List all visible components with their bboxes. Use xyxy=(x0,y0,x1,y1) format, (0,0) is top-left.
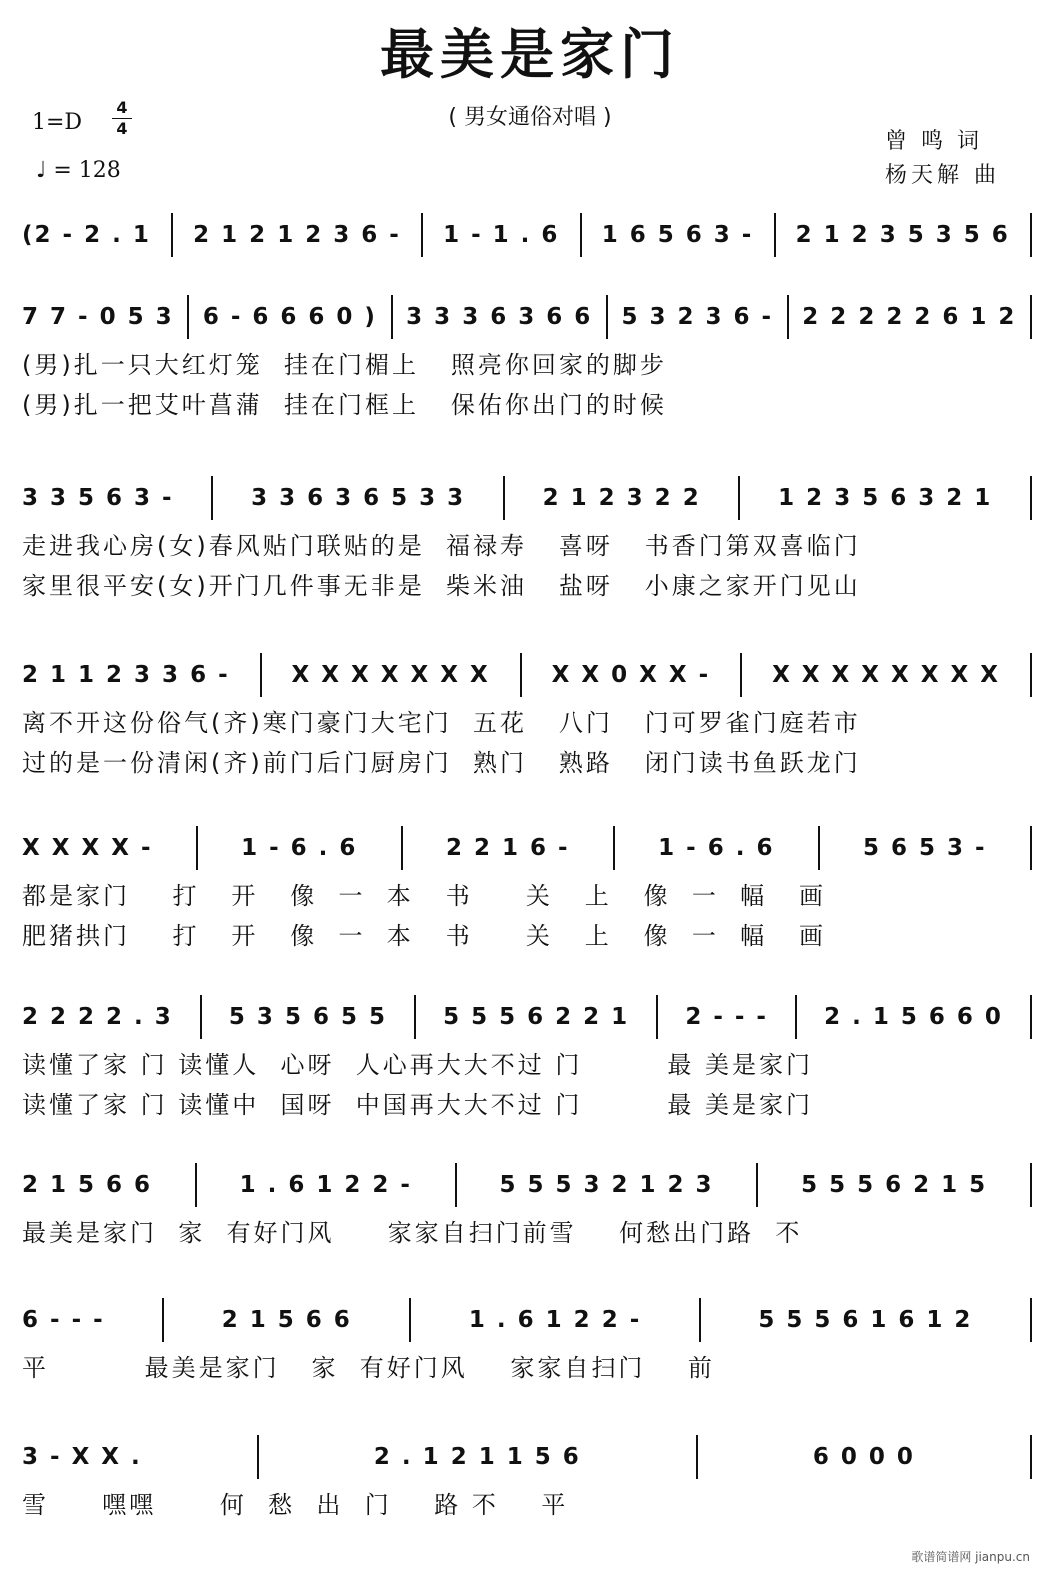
measure: (2 - 2 . 1 xyxy=(22,222,151,248)
composer-credit: 杨天解 曲 xyxy=(885,163,1000,188)
time-signature-top: 4 xyxy=(116,98,128,117)
measure: 2 2 1 6 - xyxy=(445,835,570,861)
measure: 5 5 5 3 2 1 2 3 xyxy=(499,1172,714,1198)
watermark: 歌谱简谱网 jianpu.cn xyxy=(911,1550,1030,1564)
barline xyxy=(1030,1435,1032,1479)
measure: 2 . 1 2 1 1 5 6 xyxy=(373,1444,581,1470)
measure: 3 3 3 6 3 6 6 xyxy=(406,304,593,330)
barline xyxy=(260,653,262,697)
song-title: 最美是家门 xyxy=(380,23,680,86)
lyricist-credit: 曾鸣词 xyxy=(885,129,994,154)
measure: 3 - X X . xyxy=(22,1444,142,1470)
measure: 1 - 6 . 6 xyxy=(658,835,775,861)
barline xyxy=(787,295,789,339)
measure: 1 . 6 1 2 2 - xyxy=(239,1172,412,1198)
measure: 2 1 2 3 2 2 xyxy=(542,485,701,511)
measure: 7 7 - 0 5 3 xyxy=(22,304,174,330)
barline xyxy=(455,1163,457,1207)
notation-line xyxy=(22,1300,1032,1340)
barline xyxy=(1030,213,1032,257)
barline xyxy=(257,1435,259,1479)
barline xyxy=(1030,826,1032,870)
barline xyxy=(656,995,658,1039)
measure: X X X X - xyxy=(22,835,153,861)
measure: X X X X X X X X xyxy=(772,662,1000,688)
measure: 1 - 1 . 6 xyxy=(443,222,560,248)
lyric-line: (男)扎一只大红灯笼 挂在门楣上 照亮你回家的脚步 xyxy=(22,351,667,379)
score-row xyxy=(22,1165,1032,1205)
barline xyxy=(699,1298,701,1342)
barline xyxy=(1030,295,1032,339)
measure: 2 1 5 6 6 xyxy=(22,1172,153,1198)
measure: 3 3 6 3 6 5 3 3 xyxy=(251,485,466,511)
song-subtitle: ( 男女通俗对唱 ) xyxy=(448,105,612,130)
notation-line xyxy=(22,1437,1032,1477)
barline xyxy=(580,213,582,257)
measure: 6 - - - xyxy=(22,1307,105,1333)
measure: 1 - 6 . 6 xyxy=(241,835,358,861)
measure: 5 5 5 6 2 2 1 xyxy=(443,1004,630,1030)
notation-line xyxy=(22,997,1032,1037)
score-row xyxy=(22,655,1032,695)
barline xyxy=(421,213,423,257)
measure: 6 - 6 6 6 0 ) xyxy=(202,304,377,330)
barline xyxy=(196,826,198,870)
score-row xyxy=(22,1300,1032,1340)
notation-line xyxy=(22,297,1032,337)
lyric-line: 最美是家门 家 有好门风 家家自扫门前雪 何愁出门路 不 xyxy=(22,1219,803,1247)
lyric-line: 过的是一份清闲(齐)前门后门厨房门 熟门 熟路 闭门读书鱼跃龙门 xyxy=(22,749,861,777)
barline xyxy=(740,653,742,697)
lyric-line: 读懂了家 门 读懂中 国呀 中国再大大不过 门 最 美是家门 xyxy=(22,1091,814,1119)
lyric-line: (男)扎一把艾叶菖蒲 挂在门框上 保佑你出门的时候 xyxy=(22,391,667,419)
barline xyxy=(401,826,403,870)
notation-line xyxy=(22,655,1032,695)
measure: X X 0 X X - xyxy=(551,662,711,688)
barline xyxy=(1030,995,1032,1039)
barline xyxy=(756,1163,758,1207)
lyric-line: 家里很平安(女)开门几件事无非是 柴米油 盐呀 小康之家开门见山 xyxy=(22,572,861,600)
score-row xyxy=(22,478,1032,518)
score-row xyxy=(22,297,1032,337)
barline xyxy=(162,1298,164,1342)
barline xyxy=(1030,1163,1032,1207)
barline xyxy=(503,476,505,520)
tempo-marking: ♩ = 128 xyxy=(36,158,121,183)
time-signature xyxy=(112,98,132,139)
barline xyxy=(1030,476,1032,520)
measure: 2 2 2 2 . 3 xyxy=(22,1004,173,1030)
barline xyxy=(774,213,776,257)
notation-line xyxy=(22,215,1032,255)
measure: 2 . 1 5 6 6 0 xyxy=(824,1004,1003,1030)
measure: 2 1 1 2 3 3 6 - xyxy=(22,662,230,688)
lyric-line: 雪 嘿嘿 何 愁 出 门 路 不 平 xyxy=(22,1491,569,1519)
measure: 2 1 5 6 6 xyxy=(221,1307,352,1333)
measure: 1 2 3 5 6 3 2 1 xyxy=(778,485,993,511)
barline xyxy=(520,653,522,697)
measure: 6 0 0 0 xyxy=(812,1444,915,1470)
lyric-line: 读懂了家 门 读懂人 心呀 人心再大大不过 门 最 美是家门 xyxy=(22,1051,814,1079)
barline xyxy=(738,476,740,520)
barline xyxy=(606,295,608,339)
score-row xyxy=(22,215,1032,255)
barline xyxy=(391,295,393,339)
barline xyxy=(200,995,202,1039)
barline xyxy=(211,476,213,520)
measure: 5 3 2 3 6 - xyxy=(621,304,774,330)
barline xyxy=(818,826,820,870)
lyric-line: 都是家门 打 开 像 一 本 书 关 上 像 一 幅 画 xyxy=(22,882,827,910)
lyric-line: 离不开这份俗气(齐)寒门豪门大宅门 五花 八门 门可罗雀门庭若市 xyxy=(22,709,861,737)
measure: 5 5 5 6 2 1 5 xyxy=(801,1172,988,1198)
lyric-line: 走进我心房(女)春风贴门联贴的是 福禄寿 喜呀 书香门第双喜临门 xyxy=(22,532,861,560)
barline xyxy=(613,826,615,870)
barline xyxy=(187,295,189,339)
measure: X X X X X X X xyxy=(291,662,490,688)
barline xyxy=(409,1298,411,1342)
measure: 2 1 2 3 5 3 5 6 xyxy=(795,222,1010,248)
measure: 5 3 5 6 5 5 xyxy=(228,1004,387,1030)
measure: 5 6 5 3 - xyxy=(863,835,987,861)
barline xyxy=(1030,653,1032,697)
score-row xyxy=(22,828,1032,868)
measure: 2 - - - xyxy=(685,1004,768,1030)
barline xyxy=(696,1435,698,1479)
lyric-line: 肥猪拱门 打 开 像 一 本 书 关 上 像 一 幅 画 xyxy=(22,922,827,950)
measure: 1 6 5 6 3 - xyxy=(601,222,754,248)
measure: 2 2 2 2 2 6 1 2 xyxy=(802,304,1017,330)
measure: 1 . 6 1 2 2 - xyxy=(468,1307,642,1333)
barline xyxy=(1030,1298,1032,1342)
score-row xyxy=(22,1437,1032,1477)
measure: 2 1 2 1 2 3 6 - xyxy=(193,222,401,248)
barline xyxy=(795,995,797,1039)
score-row xyxy=(22,997,1032,1037)
notation-line xyxy=(22,828,1032,868)
barline xyxy=(195,1163,197,1207)
lyric-line: 平 最美是家门 家 有好门风 家家自扫门 前 xyxy=(22,1354,715,1382)
barline xyxy=(414,995,416,1039)
measure: 5 5 5 6 1 6 1 2 xyxy=(758,1307,973,1333)
time-signature-bottom: 4 xyxy=(112,118,132,139)
notation-line xyxy=(22,478,1032,518)
notation-line xyxy=(22,1165,1032,1205)
barline xyxy=(171,213,173,257)
key-signature: 1=D xyxy=(32,110,83,135)
measure: 3 3 5 6 3 - xyxy=(22,485,174,511)
